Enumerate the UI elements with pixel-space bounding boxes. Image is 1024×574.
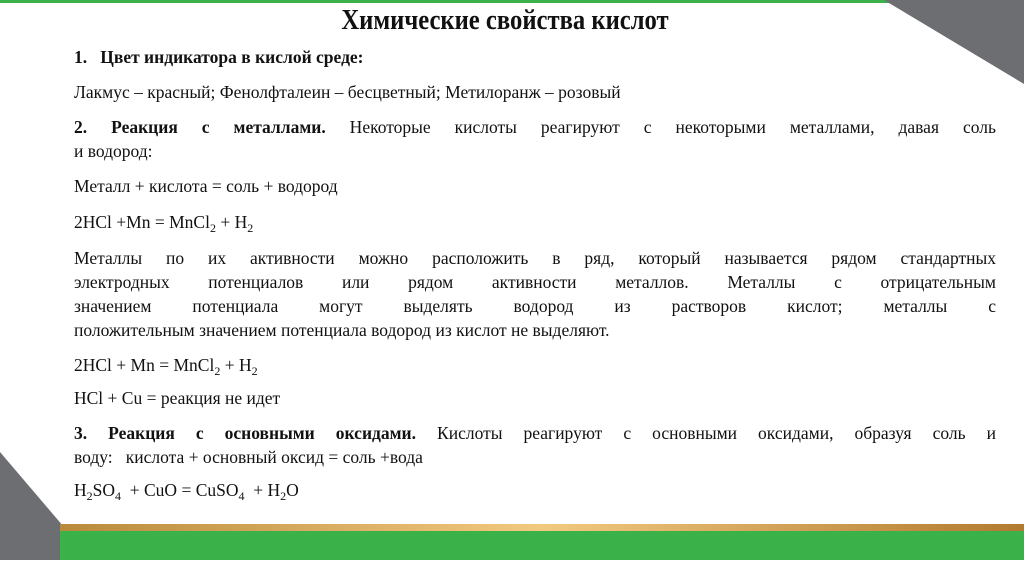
- slide-title: Химические свойства кислот: [341, 4, 669, 36]
- paragraph-line: значением потенциала могут выделять водород из растворов кислот; металлы с: [74, 296, 996, 316]
- paragraph-line: положительным значением потенциала водород из кислот не выделяют.: [74, 320, 610, 340]
- gold-stripe: [60, 524, 1024, 531]
- top-accent-bar: [0, 0, 890, 3]
- paragraph-line: Металлы по их активности можно расположить в ряд, который называется рядом стандартных: [74, 248, 996, 268]
- equation-3: HCl + Cu = реакция не идет: [74, 388, 281, 408]
- heading-text: 1. Цвет индикатора в кислой среде:: [74, 47, 364, 67]
- equation-1: 2HCl +Mn = MnCl$_2$ + $H_2$: [74, 212, 254, 235]
- equation-2: 2HCl + Mn = MnCl$_2$ + $H_2$: [74, 355, 258, 378]
- section-3-line-2: воду: кислота + основный оксид = соль +вода: [74, 447, 423, 467]
- section-2-line-1: [74, 115, 996, 139]
- indicator-colors: Лакмус – красный; Фенолфталеин – бесцветный; Метилоранж – розовый: [74, 82, 621, 102]
- section-3-line-1: [74, 421, 996, 445]
- section-3-heading: 3. Реакция с основными оксидами.: [74, 423, 417, 443]
- paragraph-line: электродных потенциалов или рядом активности металлов. Металлы с отрицательным: [74, 272, 996, 292]
- section-3-text: Кислоты реагируют с основными оксидами, образуя соль и: [416, 423, 996, 443]
- footer-green-bar: [60, 531, 1024, 560]
- section-2-text: Некоторые кислоты реагируют с некоторыми металлами, давая соль: [325, 117, 996, 137]
- equation-4: $H_2SO_4$ + CuO = CuSO$_4$ + $H_2O$: [74, 480, 299, 503]
- section-1-heading: [74, 45, 996, 69]
- section-2-heading: 2. Реакция с металлами.: [74, 117, 326, 137]
- metal-acid-scheme: Металл + кислота = соль + водород: [74, 176, 338, 196]
- section-2-line-2: и водород:: [74, 141, 153, 161]
